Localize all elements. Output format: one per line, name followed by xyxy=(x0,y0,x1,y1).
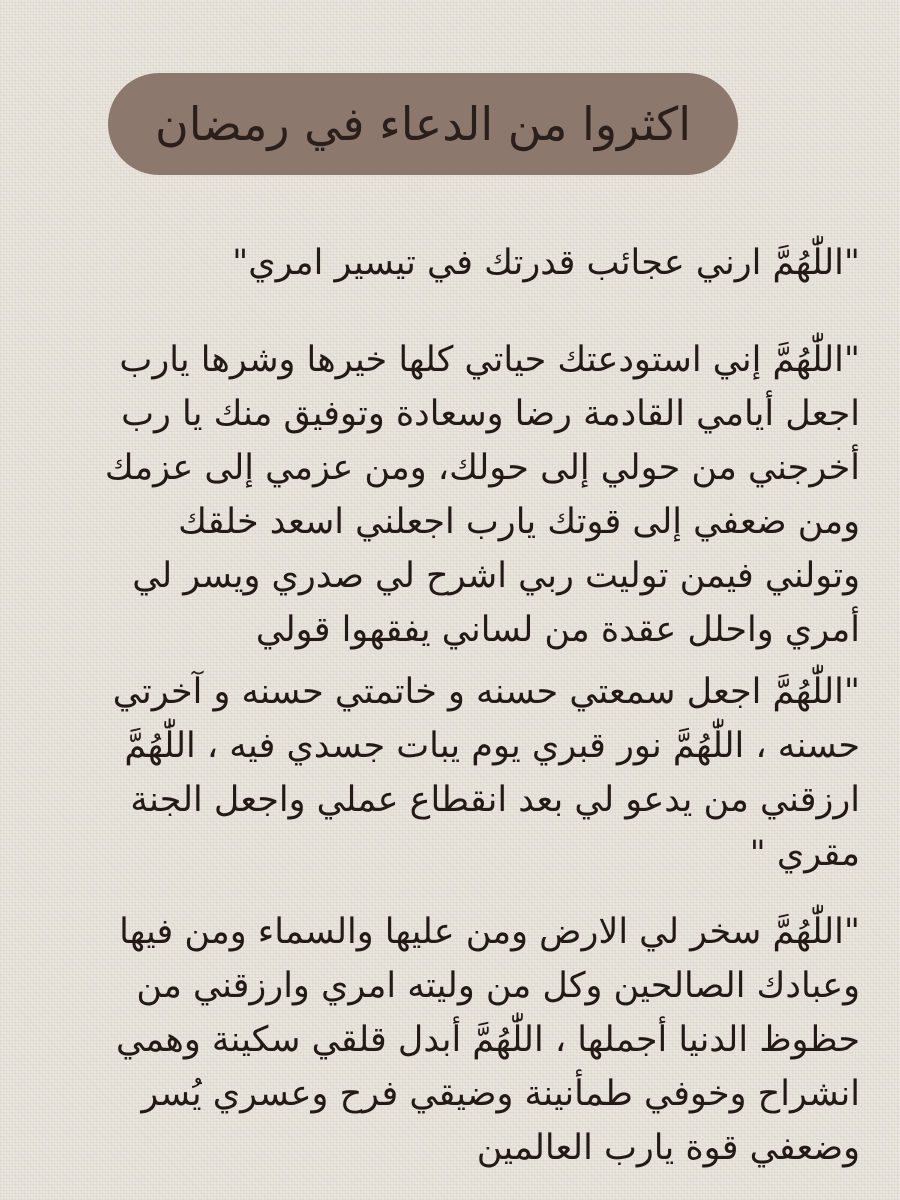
text-line: وعبادك الصالحين وكل من وليته امري وارزقني من xyxy=(136,966,860,1006)
title-banner xyxy=(108,73,738,175)
text-line: اجعل أيامي القادمة رضا وسعادة وتوفيق منك يا رب xyxy=(121,394,860,434)
text-line: حسنه ، اللّٰهُمَّ نور قبري يوم يبات جسدي فيه ، اللّٰهُمَّ xyxy=(124,726,860,766)
text-line: "اللّٰهُمَّ اجعل سمعتي حسنه و خاتمتي حسنه و آخرتي xyxy=(112,672,860,712)
text-line: ارزقني من يدعو لي بعد انقطاع عملي واجعل الجنة xyxy=(130,780,860,820)
dua-paragraph-1 xyxy=(100,236,860,290)
dua-paragraph-3 xyxy=(100,665,860,881)
text-line: "اللّٰهُمَّ ارني عجائب قدرتك في تيسير امري" xyxy=(232,243,860,283)
text-line: ومن ضعفي إلى قوتك يارب اجعلني اسعد خلقك xyxy=(178,502,860,542)
text-line: حظوظ الدنيا أجملها ، اللّٰهُمَّ أبدل قلقي سكينة وهمي xyxy=(116,1020,860,1060)
dua-paragraph-2 xyxy=(100,333,860,657)
text-line: "اللّٰهُمَّ سخر لي الارض ومن عليها والسماء ومن فيها xyxy=(119,912,860,952)
text-line: انشراح وخوفي طمأنينة وضيقي فرح وعسري يُسر xyxy=(141,1074,860,1114)
page-title: اكثروا من الدعاء في رمضان xyxy=(155,97,691,151)
text-line: مقري " xyxy=(749,834,860,874)
text-line: "اللّٰهُمَّ إني استودعتك حياتي كلها خيرها وشرها يارب xyxy=(119,340,860,380)
text-line: وضعفي قوة يارب العالمين xyxy=(476,1128,860,1168)
text-line: وتولني فيمن توليت ربي اشرح لي صدري ويسر لي xyxy=(132,556,860,596)
text-line: أمري واحلل عقدة من لساني يفقهوا قولي xyxy=(255,610,860,650)
dua-paragraph-4 xyxy=(100,905,860,1175)
text-line: أخرجني من حولي إلى حولك، ومن عزمي إلى عزمك xyxy=(104,448,860,488)
